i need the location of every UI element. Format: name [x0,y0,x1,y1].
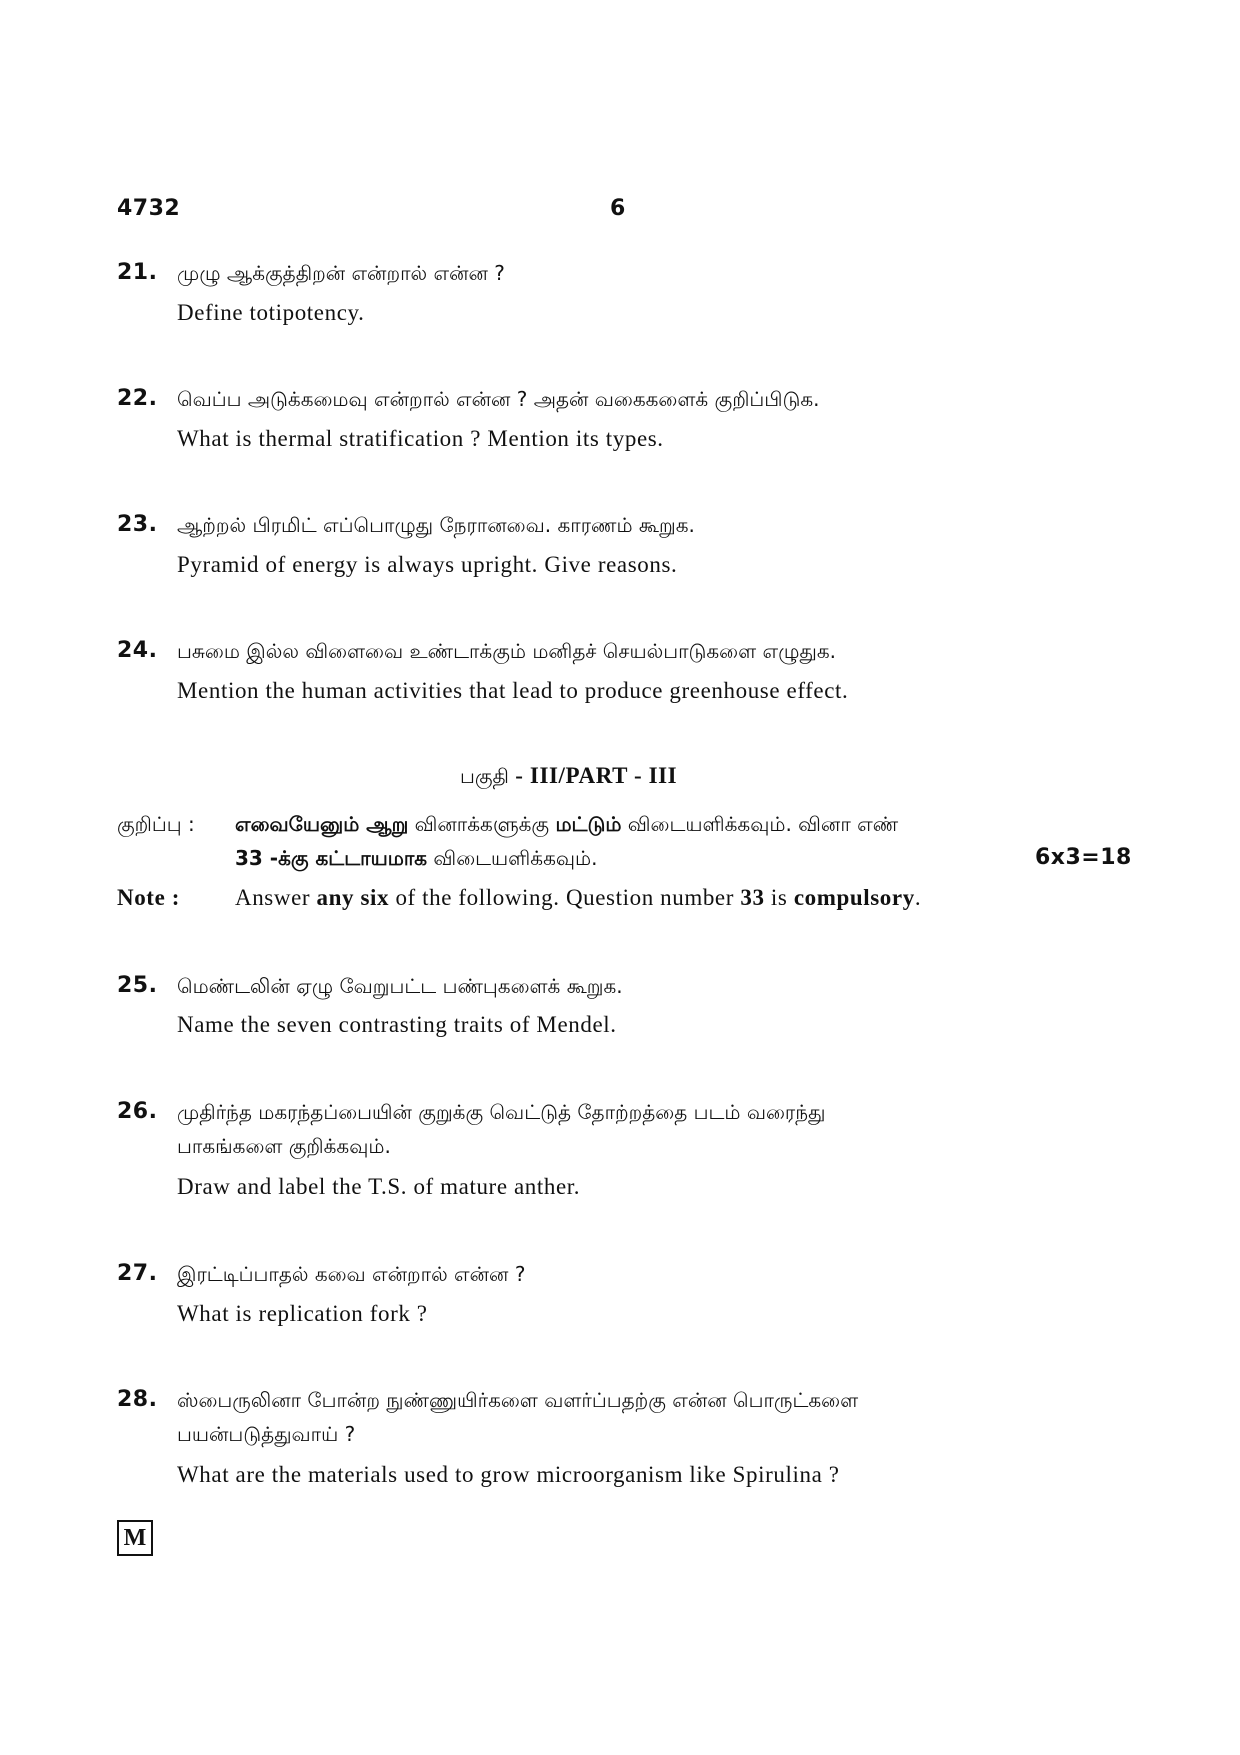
note-text: of the following. Question number [389,885,741,910]
question-text-english: What are the materials used to grow microorganism like Spirulina ? [177,1462,840,1487]
question-number: 28. [117,1387,158,1412]
paper-code: 4732 [117,196,181,221]
question-text-english: What is replication fork ? [177,1301,428,1326]
note-tamil-text: விடையளிக்கவும். வினா எண் [621,812,899,836]
note-tamil-emphasis: எவையேனும் ஆறு [235,812,409,836]
note-tamil-emphasis: மட்டும் [555,812,622,836]
question-text-english: Draw and label the T.S. of mature anther. [177,1174,581,1199]
note-emphasis: compulsory [793,885,915,910]
question-text-english: Pyramid of energy is always upright. Give reasons. [177,552,678,577]
footer-box-letter: M [117,1520,153,1556]
question-number: 23. [117,512,158,537]
note-emphasis: 33 [740,885,765,910]
note-english [235,885,921,911]
question-text-tamil: மெண்டலின் ஏழு வேறுபட்ட பண்புகளைக் கூறுக. [177,974,623,998]
page-number: 6 [610,196,626,221]
question-text-english: Mention the human activities that lead to produce greenhouse effect. [177,678,849,703]
question-text-english: What is thermal stratification ? Mention its types. [177,426,664,451]
section-heading [460,763,677,791]
question-text-tamil: வெப்ப அடுக்கமைவு என்றால் என்ன ? அதன் வகைகளைக் குறிப்பிடுக. [177,387,820,411]
question-number: 27. [117,1261,158,1286]
question-text-tamil: முதிர்ந்த மகரந்தப்பையின் குறுக்கு வெட்டுத் தோற்றத்தை படம் வரைந்து [177,1100,826,1124]
note-tamil-emphasis: 33 -க்கு கட்டாயமாக [235,846,428,870]
question-text-tamil: முழு ஆக்குத்திறன் என்றால் என்ன ? [177,261,505,285]
note-text: is [764,885,794,910]
question-text-tamil: இரட்டிப்பாதல் கவை என்றால் என்ன ? [177,1262,526,1286]
question-number: 25. [117,973,158,998]
question-text-tamil-cont: பாகங்களை குறிக்கவும். [177,1134,391,1158]
question-text-english: Name the seven contrasting traits of Mendel. [177,1012,617,1037]
note-tamil-line-1 [235,812,898,839]
note-tamil-label: குறிப்பு : [117,812,195,836]
note-emphasis: any six [316,885,390,910]
marks-allocation: 6x3=18 [1035,845,1132,870]
question-text-english: Define totipotency. [177,300,365,325]
question-text-tamil: பசுமை இல்ல விளைவை உண்டாக்கும் மனிதச் செயல்பாடுகளை எழுதுக. [177,639,836,663]
question-number: 22. [117,386,158,411]
question-text-tamil: ஆற்றல் பிரமிட் எப்பொழுது நேரானவை. காரணம் கூறுக. [177,513,695,537]
question-text-tamil-cont: பயன்படுத்துவாய் ? [177,1422,356,1446]
section-heading-english: - III/PART - III [508,763,678,788]
note-tamil-text: விடையளிக்கவும். [427,846,598,870]
section-heading-tamil: பகுதி [460,764,509,788]
question-number: 26. [117,1099,158,1124]
note-tamil-text: வினாக்களுக்கு [408,812,556,836]
question-text-tamil: ஸ்பைருலினா போன்ற நுண்ணுயிர்களை வளர்ப்பதற்கு என்ன பொருட்களை [177,1388,859,1412]
note-tamil-line-2 [235,846,597,873]
note-label: Note : [117,885,180,910]
note-text: Answer [235,885,317,910]
note-text: . [914,885,922,910]
question-number: 21. [117,260,158,285]
question-number: 24. [117,638,158,663]
